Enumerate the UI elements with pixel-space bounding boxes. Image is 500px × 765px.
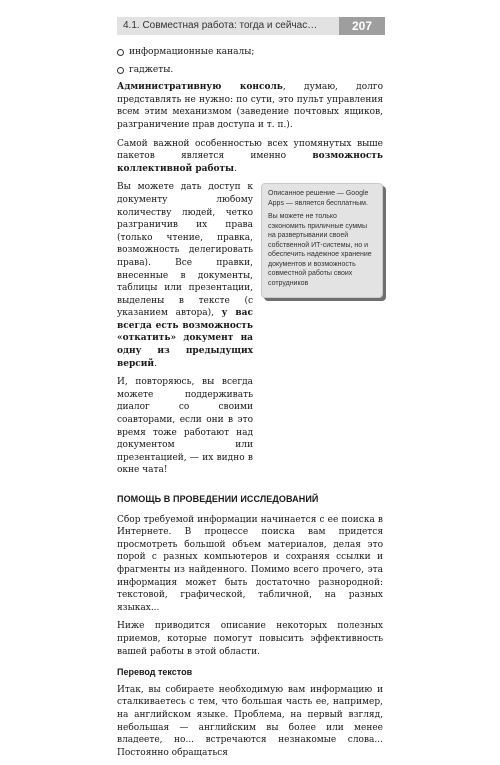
sidebar-note: Описанное решение — Google Apps — является бесплатным. Вы можете не только сэкономить приличные суммы на развертывании своей собственной ИТ-системы, но и обеспечить надежное хранение документов и возможность совместной работы своих сотрудников bbox=[261, 183, 383, 298]
paragraph: И, повторяюсь, вы всегда можете поддерживать диалог со своими соавторами, если они в это время тоже работают над документом или презентацией, — их видно в окне чата! bbox=[117, 377, 253, 476]
subsection-heading: Перевод текстов bbox=[117, 667, 193, 678]
paragraph: Итак, вы собираете необходимую вам информацию и сталкиваетесь с тем, что большая часть ее, например, на английском языке. Проблема, на первый взгляд, небольшая — английским вы более или менее владеете, но... встречаются незнакомые слова... Постоянно обращаться bbox=[117, 684, 383, 758]
page-number: 207 bbox=[339, 17, 385, 35]
circle-bullet-icon bbox=[117, 67, 124, 74]
section-heading: ПОМОЩЬ В ПРОВЕДЕНИИ ИССЛЕДОВАНИЙ bbox=[117, 494, 319, 504]
text-with-sidebar bbox=[117, 181, 383, 483]
list-item: информационные каналы; bbox=[117, 46, 383, 59]
paragraph: Административную консоль, думаю, долго представлять не нужно: по сути, это пульт управления всем этим механизмом (заведение почтовых ящиков, разграничение прав доступа и т. п.). bbox=[117, 82, 383, 130]
circle-bullet-icon bbox=[117, 49, 124, 56]
paragraph: Вы можете дать доступ к документу любому количеству людей, четко разграничив их права (только чтение, правка, возможность делегировать права). Все правки, внесенные в документы, таблицы или презентации, выделены в тексте (с указанием автора), у вас всегда есть возможность «откатить» документ на одну из предыдущих версий. bbox=[117, 182, 253, 369]
paragraph: Ниже приводится описание некоторых полезных приемов, которые помогут повысить эффективность вашей работы в этой области. bbox=[117, 621, 383, 657]
list-item: гаджеты. bbox=[117, 64, 383, 77]
paragraph: Самой важной особенностью всех упомянутых выше пакетов является именно возможность коллективной работы. bbox=[117, 138, 383, 174]
page-body bbox=[117, 46, 383, 765]
chapter-title: 4.1. Совместная работа: тогда и сейчас… bbox=[123, 20, 318, 31]
paragraph: Сбор требуемой информации начинается с ее поиска в Интернете. В процессе поиска вам придется просмотреть большой объем материалов, делая это порой с разных компьютеров и сохраняя ссылки и фрагменты из найденного. Помимо всего прочего, эта информация может быть достаточно разнородной: текстовой, графической, табличной, на разных языках... bbox=[117, 514, 383, 613]
